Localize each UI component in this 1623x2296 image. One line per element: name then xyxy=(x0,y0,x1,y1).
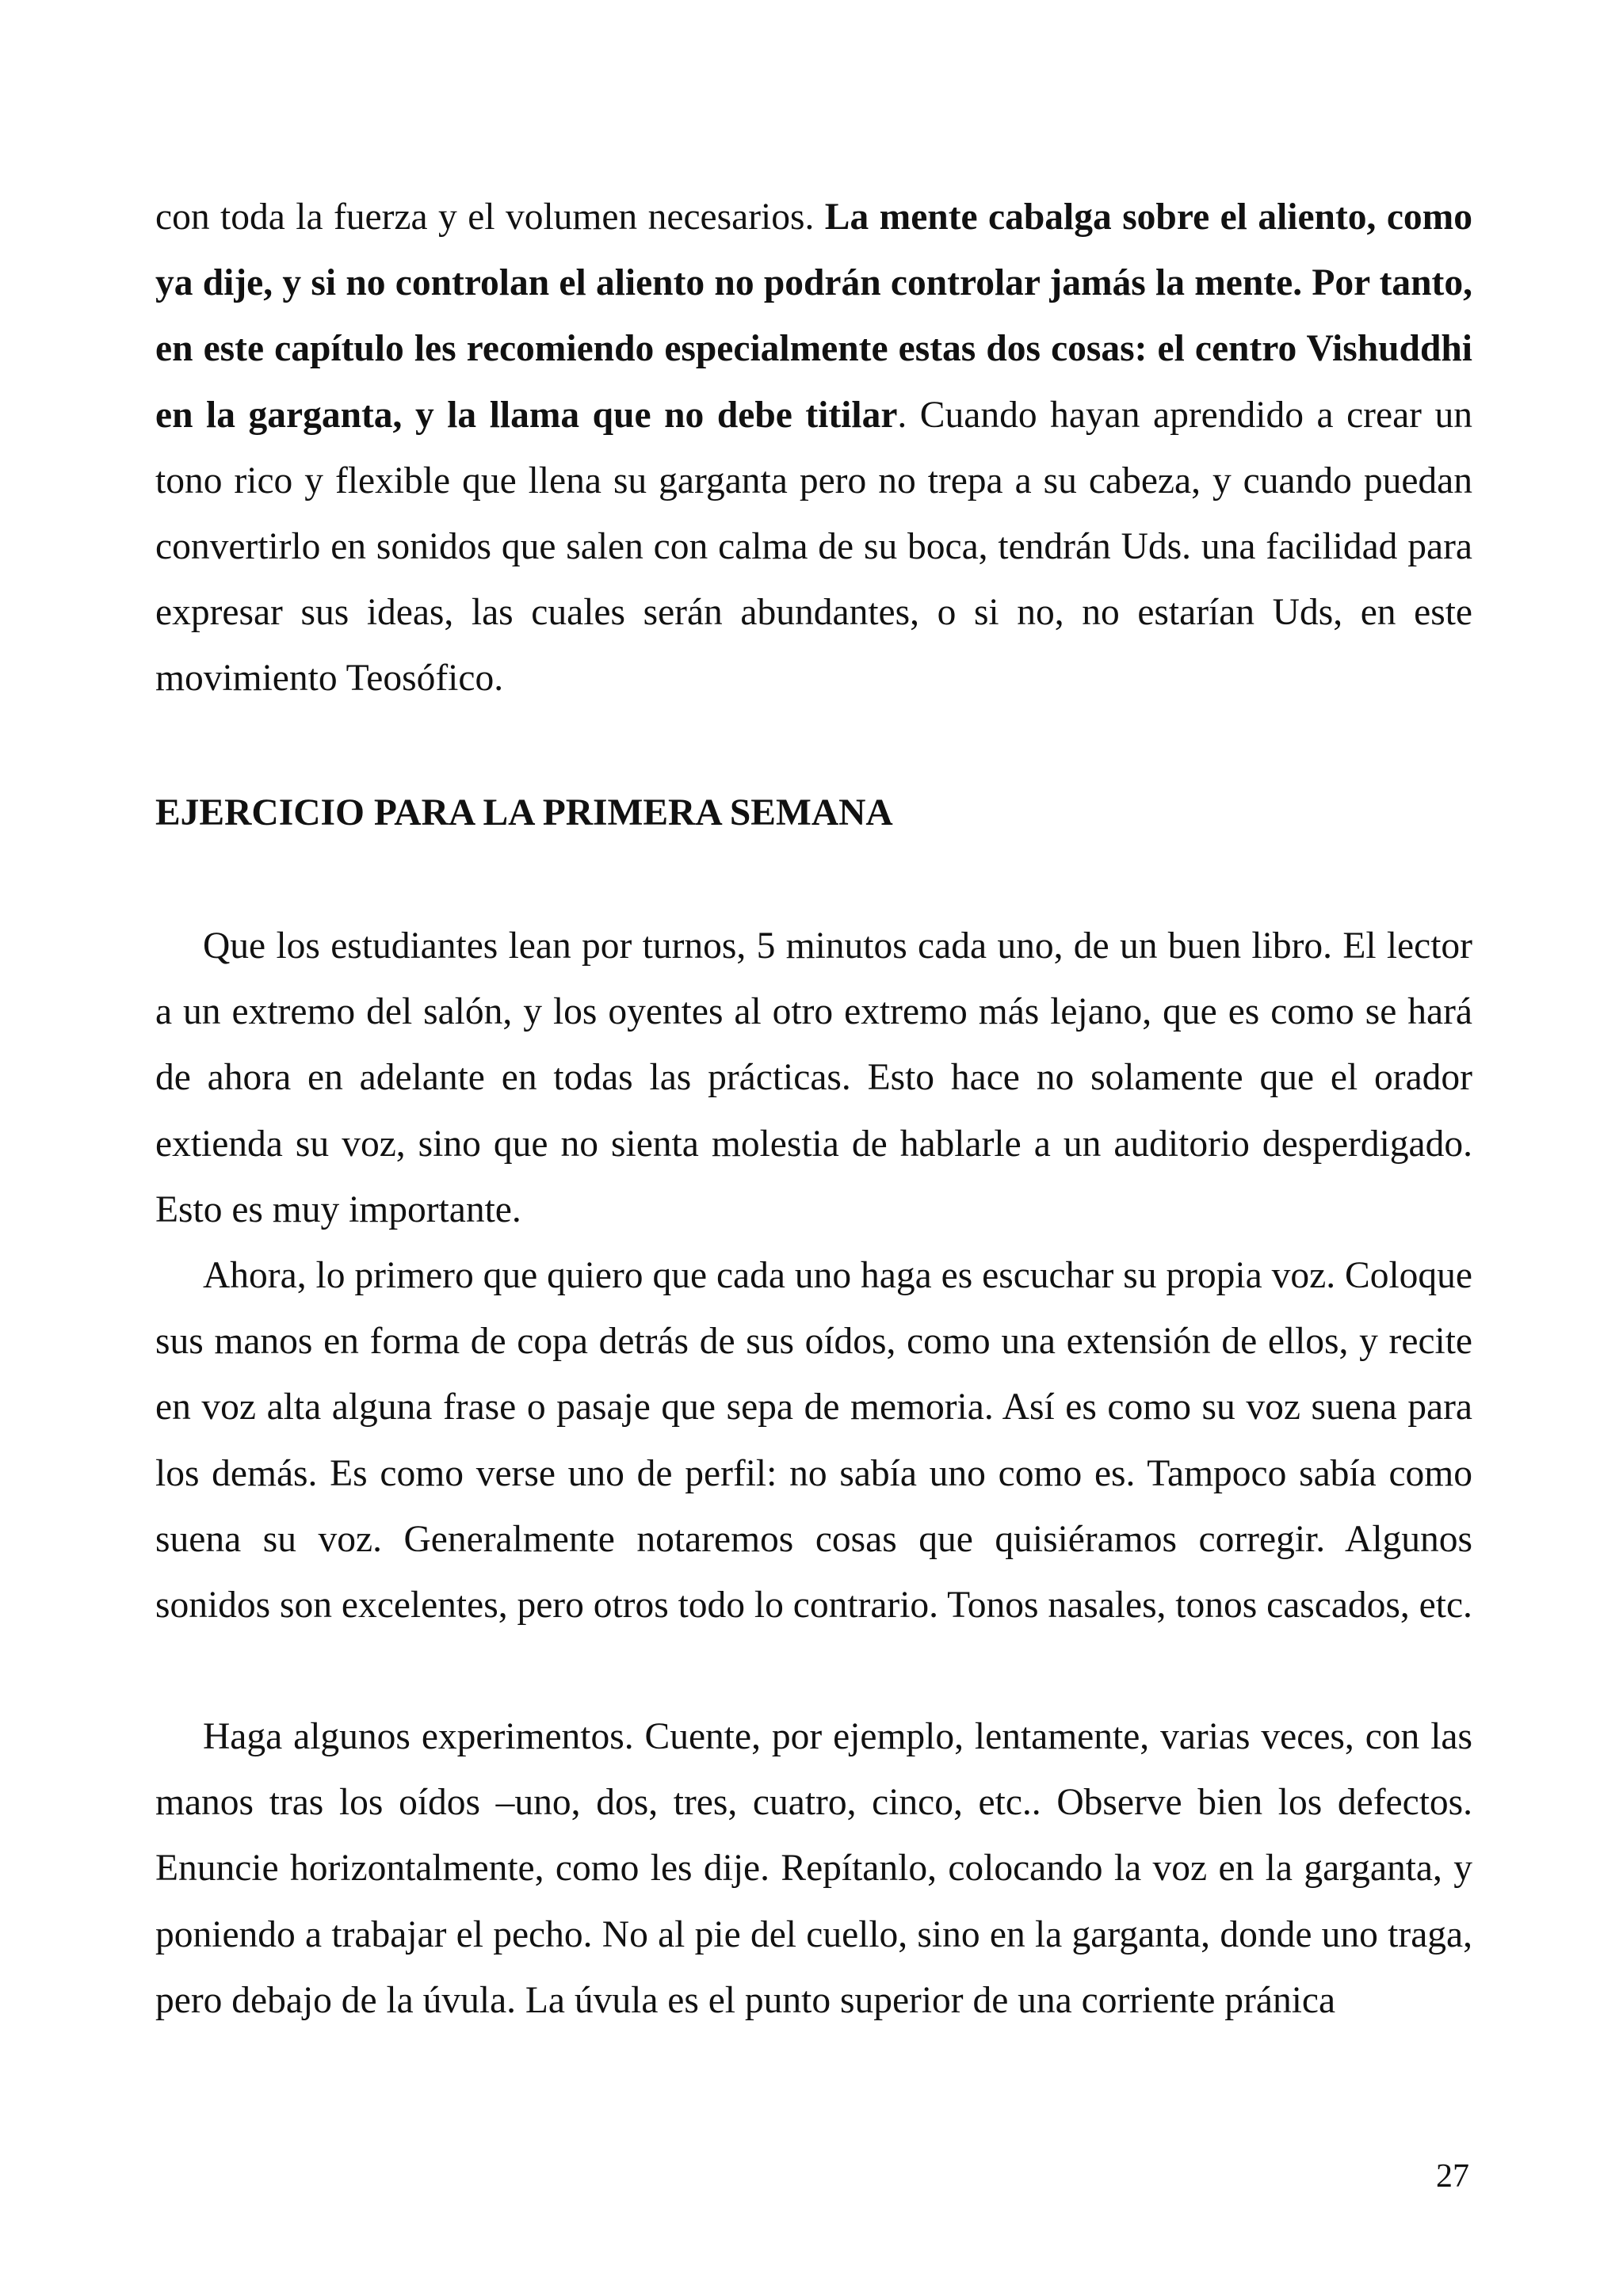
paragraph-text: con toda la fuerza y el volumen necesarios. xyxy=(155,196,825,238)
paragraph: Que los estudiantes lean por turnos, 5 minutos cada uno, de un buen libro. El lector a un extremo del salón, y los oyentes al otro extremo más lejano, que es como se hará de ahora en adelante en todas las prácticas. Esto hace no solamente que el orador extienda su voz, sino que no sienta molestia de hablarle a un auditorio desperdigado. Esto es muy importante. xyxy=(155,925,1472,1230)
page-number: 27 xyxy=(1436,2158,1469,2195)
paragraph-continued xyxy=(155,185,1472,712)
emphasized-text: La mente cabalga sobre el aliento, como ya dije, y si no controlan el aliento no podrán controlar jamás la mente. Por tanto, en este capítulo les recomiendo especialmente estas dos cosas: el centro Vishuddhi en la garganta, y la llama que no debe titilar xyxy=(155,196,1472,436)
paragraph: Haga algunos experimentos. Cuente, por ejemplo, lentamente, varias veces, con las manos tras los oídos –uno, dos, tres, cuatro, cinco, etc.. Observe bien los defectos. Enuncie horizontalmente, como les dije. Repítanlo, colocando la voz en la garganta, y poniendo a trabajar el pecho. No al pie del cuello, sino en la garganta, donde uno traga, pero debajo de la úvula. La úvula es el punto superior de una corriente pránica xyxy=(155,1716,1472,2021)
paragraph: Ahora, lo primero que quiero que cada uno haga es escuchar su propia voz. Coloque sus manos en forma de copa detrás de sus oídos, como una extensión de ellos, y recite en voz alta alguna frase o pasaje que sepa de memoria. Así es como su voz suena para los demás. Es como verse uno de perfil: no sabía uno como es. Tampoco sabía como suena su voz. Generalmente notaremos cosas que quisiéramos corregir. Algunos sonidos son excelentes, pero otros todo lo contrario. Tonos nasales, tonos cascados, etc. xyxy=(155,1255,1472,1627)
document-page xyxy=(155,0,1472,2296)
paragraph-text: . Cuando hayan aprendido a crear un tono rico y flexible que llena su garganta pero no trepa a su cabeza, y cuando puedan convertirlo en sonidos que salen con calma de su boca, tendrán Uds. una facilidad para expresar sus ideas, las cuales serán abundantes, o si no, no estarían Uds, en este movimiento Teosófico. xyxy=(155,394,1472,700)
section-heading: EJERCICIO PARA LA PRIMERA SEMANA xyxy=(155,792,893,833)
